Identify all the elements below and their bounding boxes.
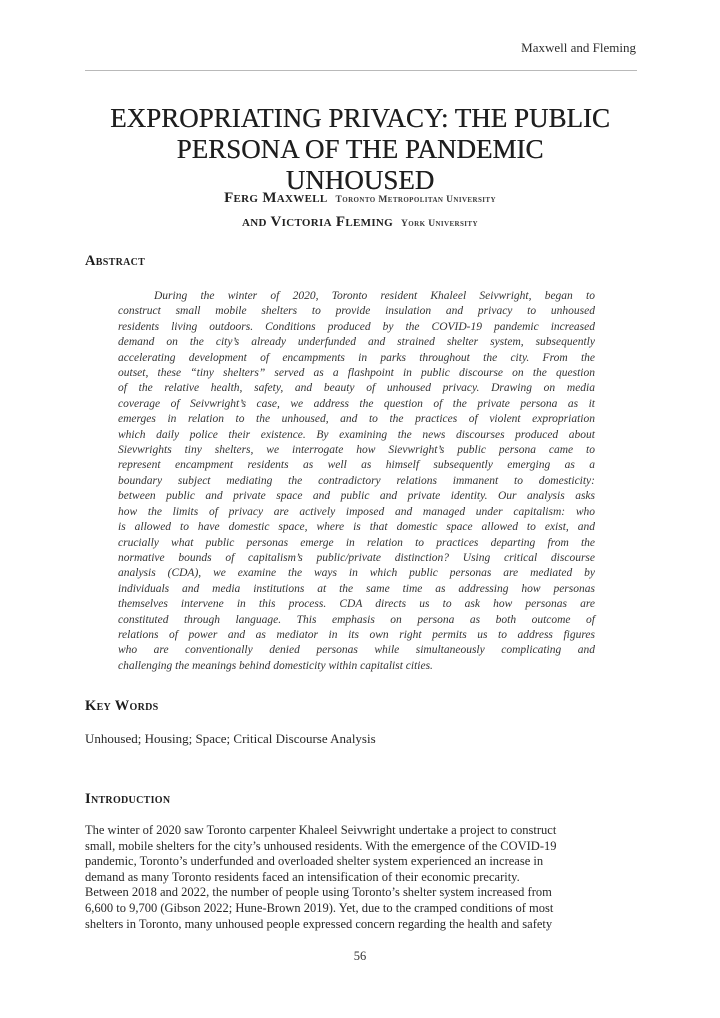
text-line: emerges in relation to the unhoused, and to the practices of violent expropriation xyxy=(118,413,595,426)
keywords-heading: Key Words xyxy=(85,698,159,714)
text-line: 6,600 to 9,700 (Gibson 2022; Hune-Brown 2019). Yet, due to the cramped conditions of most xyxy=(85,900,554,915)
text-line: demand on the city’s already underfunded and strained shelter system, subsequently xyxy=(118,336,595,349)
text-line: of the relative health, safety, and beauty of unhoused privacy. Drawing on media xyxy=(118,382,595,395)
text-line: which daily police their existence. By examining the news discourses produced about xyxy=(118,428,595,441)
text-line: demand as many Toronto residents faced an intensification of their economic precarity. xyxy=(85,869,520,884)
introduction-heading: Introduction xyxy=(85,791,171,807)
text-line: normative bounds of capitalism’s public/private distinction? Using critical discourse xyxy=(118,551,595,564)
text-line: analysis (CDA), we examine the ways in which public personas are mediated by xyxy=(118,567,595,580)
text-line: EXPROPRIATING PRIVACY: THE PUBLIC xyxy=(110,103,610,134)
text-line: relations of power and as mediator in its own right permits us to address figures xyxy=(118,628,595,641)
introduction-body xyxy=(85,823,645,932)
text-line: shelters in Toronto, many unhoused people expressed concern regarding the health and safety xyxy=(85,916,553,931)
page-number: 56 xyxy=(353,949,367,963)
abstract-heading: Abstract xyxy=(85,253,146,269)
author-affiliation: York University xyxy=(401,219,478,229)
author-line xyxy=(60,211,660,235)
text-line: between public and private space and public and private identity. Our analysis asks xyxy=(118,490,595,503)
text-line: small, mobile shelters for the city’s unhoused residents. With the emergence of the COVID-19 xyxy=(85,838,557,853)
text-line: coverage of Seivwright’s case, we address the question of the private persona as it xyxy=(118,397,595,410)
text-line: boundary subject mediating the contradictory relations immanent to domesticity: xyxy=(118,474,595,487)
author-name: and Victoria Fleming xyxy=(242,214,394,230)
text-line: outset, these “tiny shelters” served as a flashpoint in public discourse on the question xyxy=(118,367,595,380)
text-line: The winter of 2020 saw Toronto carpenter Khaleel Seivwright undertake a project to construct xyxy=(85,823,557,837)
text-line: challenging the meanings behind domesticity within capitalist cities. xyxy=(118,659,433,672)
text-line: is allowed to have domestic space, where is that domestic space allowed to exist, and xyxy=(118,521,595,534)
header-rule xyxy=(85,70,637,71)
keywords-text: Unhoused; Housing; Space; Critical Discourse Analysis xyxy=(85,731,376,746)
text-line: who are conventionally denied personas while simultaneously complicating and xyxy=(118,644,595,657)
text-line: accelerating development of encampments in parks throughout the city. From the xyxy=(118,351,595,364)
author-name: Ferg Maxwell xyxy=(224,190,328,206)
text-line: represent encampment residents as well as himself subsequently emerging as a xyxy=(118,459,595,472)
abstract-body xyxy=(118,289,595,674)
text-line: During the winter of 2020, Toronto resident Khaleel Seivwright, began to xyxy=(154,290,595,302)
text-line: themselves intervene in this process. CDA directs us to ask how personas are xyxy=(118,598,595,611)
text-line: constituted through language. This emphasis on persona as both outcome of xyxy=(118,613,595,626)
author-affiliation: Toronto Metropolitan University xyxy=(335,195,496,205)
text-line: crucially what public personas emerge in relation to practices departing from the xyxy=(118,536,595,549)
paper-title xyxy=(60,103,660,196)
text-line: UNHOUSED xyxy=(285,165,435,196)
text-line: pandemic, Toronto’s underfunded and overloaded shelter system experienced an increase in xyxy=(85,854,544,869)
text-line: Sievwrights tiny shelters, we interrogate how Sievwright’s public persona came to xyxy=(118,444,595,457)
author-block xyxy=(60,187,660,235)
text-line: individuals and media institutions at the same time as addressing how personas xyxy=(118,582,595,595)
text-line: how the limits of privacy are actively imposed and managed under capitalism: who xyxy=(118,505,595,518)
text-line: Between 2018 and 2022, the number of people using Toronto’s shelter system increased from xyxy=(85,885,552,900)
running-header: Maxwell and Fleming xyxy=(521,40,636,55)
author-line xyxy=(60,187,660,211)
text-line: PERSONA OF THE PANDEMIC xyxy=(176,134,544,165)
text-line: construct small mobile shelters to provide insulation and privacy to unhoused xyxy=(118,305,595,318)
text-line: residents living outdoors. Conditions produced by the COVID-19 pandemic increased xyxy=(118,320,595,333)
